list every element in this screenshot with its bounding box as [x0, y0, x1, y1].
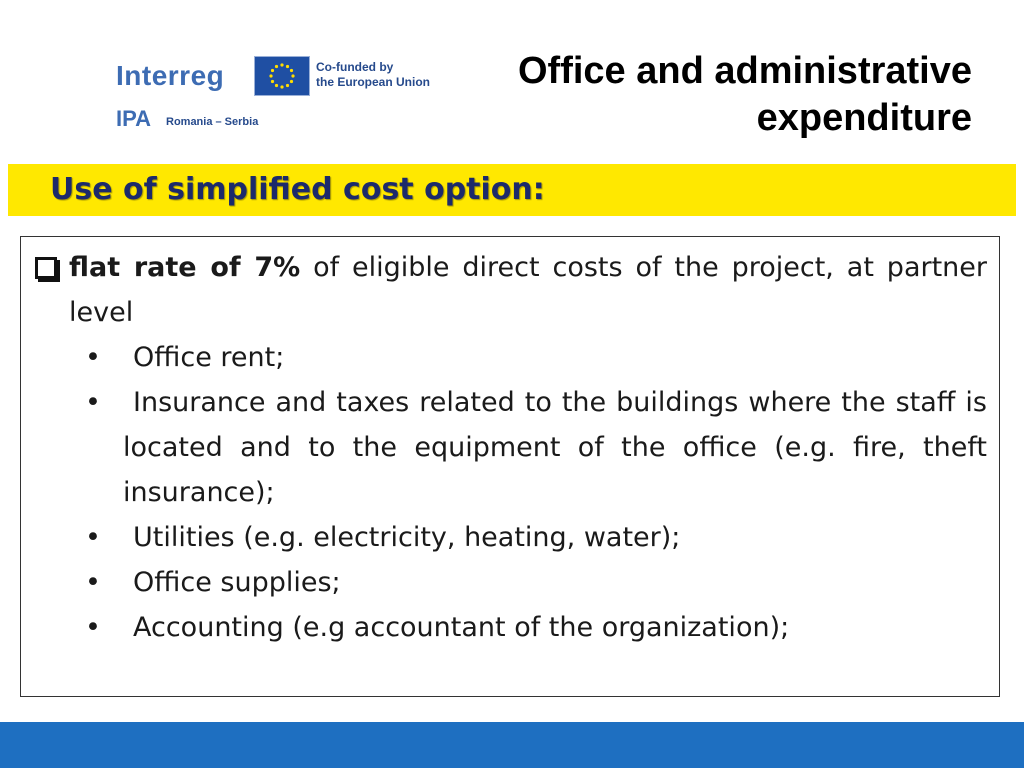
logo-interreg-text: Interreg [116, 60, 225, 91]
subtitle-text: Use of simplified cost option: [50, 172, 545, 207]
logo-ipa-text: IPA [116, 106, 152, 131]
interreg-logo [116, 54, 446, 134]
slide-title [452, 48, 972, 142]
bullet-dot-icon: • [85, 567, 101, 598]
list-item [85, 380, 987, 515]
bullet-dot-icon: • [85, 612, 101, 643]
cofunded-line-1: Co-funded by [316, 60, 394, 74]
list-item-text: Accounting (e.g accountant of the organization); [133, 612, 790, 643]
content-box [20, 236, 1000, 697]
list-item [85, 560, 987, 605]
title-line-2: expenditure [756, 97, 972, 139]
main-point-rest: of eligible direct costs of the project, at partner level [69, 252, 987, 328]
bullet-dot-icon: • [85, 342, 101, 373]
list-item-text: Utilities (e.g. electricity, heating, water); [133, 522, 681, 553]
list-item [85, 335, 987, 380]
logo-region-text: Romania – Serbia [166, 116, 259, 128]
bullet-dot-icon: • [85, 522, 101, 553]
title-line-1: Office and administrative [517, 50, 972, 92]
list-item-text: Insurance and taxes related to the buildings where the staff is located and to the equipment of the office (e.g. fire, theft insurance); [123, 387, 987, 508]
bullet-dot-icon: • [85, 387, 101, 418]
list-item-text: Office supplies; [133, 567, 341, 598]
list-item [85, 605, 987, 650]
list-item-text: Office rent; [133, 342, 285, 373]
bullet-list [33, 335, 987, 650]
main-point [33, 245, 987, 335]
cofunded-line-2: the European Union [316, 75, 430, 89]
main-point-bold: flat rate of 7% [69, 252, 301, 283]
footer-bar [0, 722, 1024, 768]
checkbox-bullet-icon [35, 257, 57, 279]
cofunded-text [316, 60, 430, 90]
subtitle-bar [8, 164, 1016, 216]
list-item [85, 515, 987, 560]
eu-flag-icon [254, 56, 310, 96]
